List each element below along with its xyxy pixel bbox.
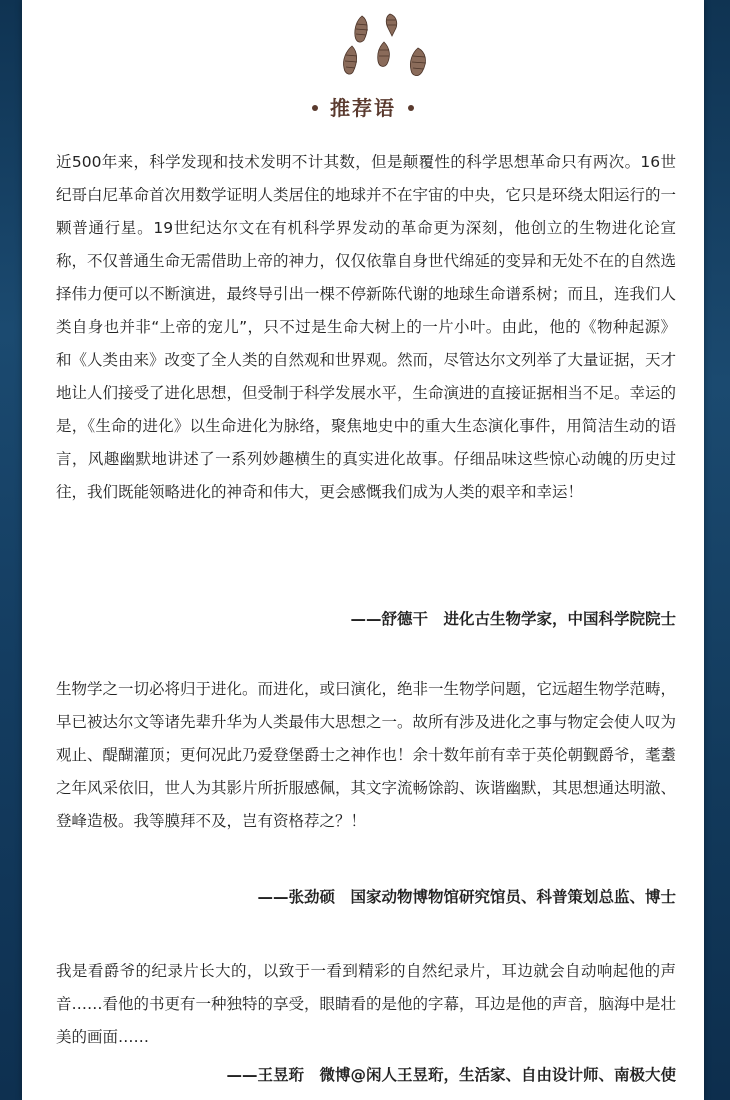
recommendation-text: 生物学之一切必将归于进化。而进化，或曰演化，绝非一生物学问题，它远超生物学范畴，早已被达尔文等诸先辈升华为人类最伟大思想之一。故所有涉及进化之事与物定会使人叹为观止、醍醐灌顶；更何况此乃爱登堡爵士之神作也！余十数年前有幸于英伦朝觐爵爷，耄耋之年风采依旧，世人为其影片所折服感佩，其文字流畅馀韵、诙谐幽默，其思想通达明澈、登峰造极。我等膜拜不及，岂有资格荐之？！ [56, 680, 677, 830]
recommendation-text: 我是看爵爷的纪录片长大的，以致于一看到精彩的自然纪录片，耳边就会自动响起他的声音……看他的书更有一种独特的享受，眼睛看的是他的字幕，耳边是他的声音，脑海中是壮美的画面…… [56, 962, 677, 1046]
recommendation-attribution: ——张劲硕 国家动物博物馆研究馆员、科普策划总监、博士 [257, 888, 676, 906]
bullet-dot-right [408, 105, 414, 111]
recommendation-attribution: ——王昱珩 微博@闲人王昱珩，生活家、自由设计师、南极大使 [226, 1066, 676, 1084]
section-heading [22, 92, 704, 121]
recommendation-text: 近500年来，科学发现和技术发明不计其数，但是颠覆性的科学思想革命只有两次。16世纪哥白尼革命首次用数学证明人类居住的地球并不在宇宙的中央，它只是环绕太阳运行的一颗普通行星。19世纪达尔文在有机科学界发动的革命更为深刻，他创立的生物进化论宣称，不仅普通生命无需借助上帝的神力，仅仅依靠自身世代绵延的变异和无处不在的自然选择伟力便可以不断演进，最终导引出一棵不停新陈代谢的地球生命谱系树；而且，连我们人类自身也并非“上帝的宠儿”，只不过是生命大树上的一片小叶。由此，他的《物种起源》和《人类由来》改变了全人类的自然观和世界观。然而，尽管达尔文列举了大量证据，天才地让人们接受了进化思想，但受制于科学发展水平，生命演进的直接证据相当不足。幸运的是，《生命的进化》以生命进化为脉络，聚焦地史中的重大生态演化事件，用简洁生动的语言，风趣幽默地讲述了一系列妙趣横生的真实进化故事。仔细品味这些惊心动魄的历史过往，我们既能领略进化的神奇和伟大，更会感慨我们成为人类的艰辛和幸运！ [56, 153, 677, 501]
seashells-icon [332, 12, 442, 82]
bullet-dot-left [312, 105, 318, 111]
page-sheet [22, 0, 704, 1100]
section-heading-text: 推荐语 [330, 96, 396, 120]
recommendation-attribution: ——舒德干 进化古生物学家，中国科学院院士 [350, 610, 676, 628]
